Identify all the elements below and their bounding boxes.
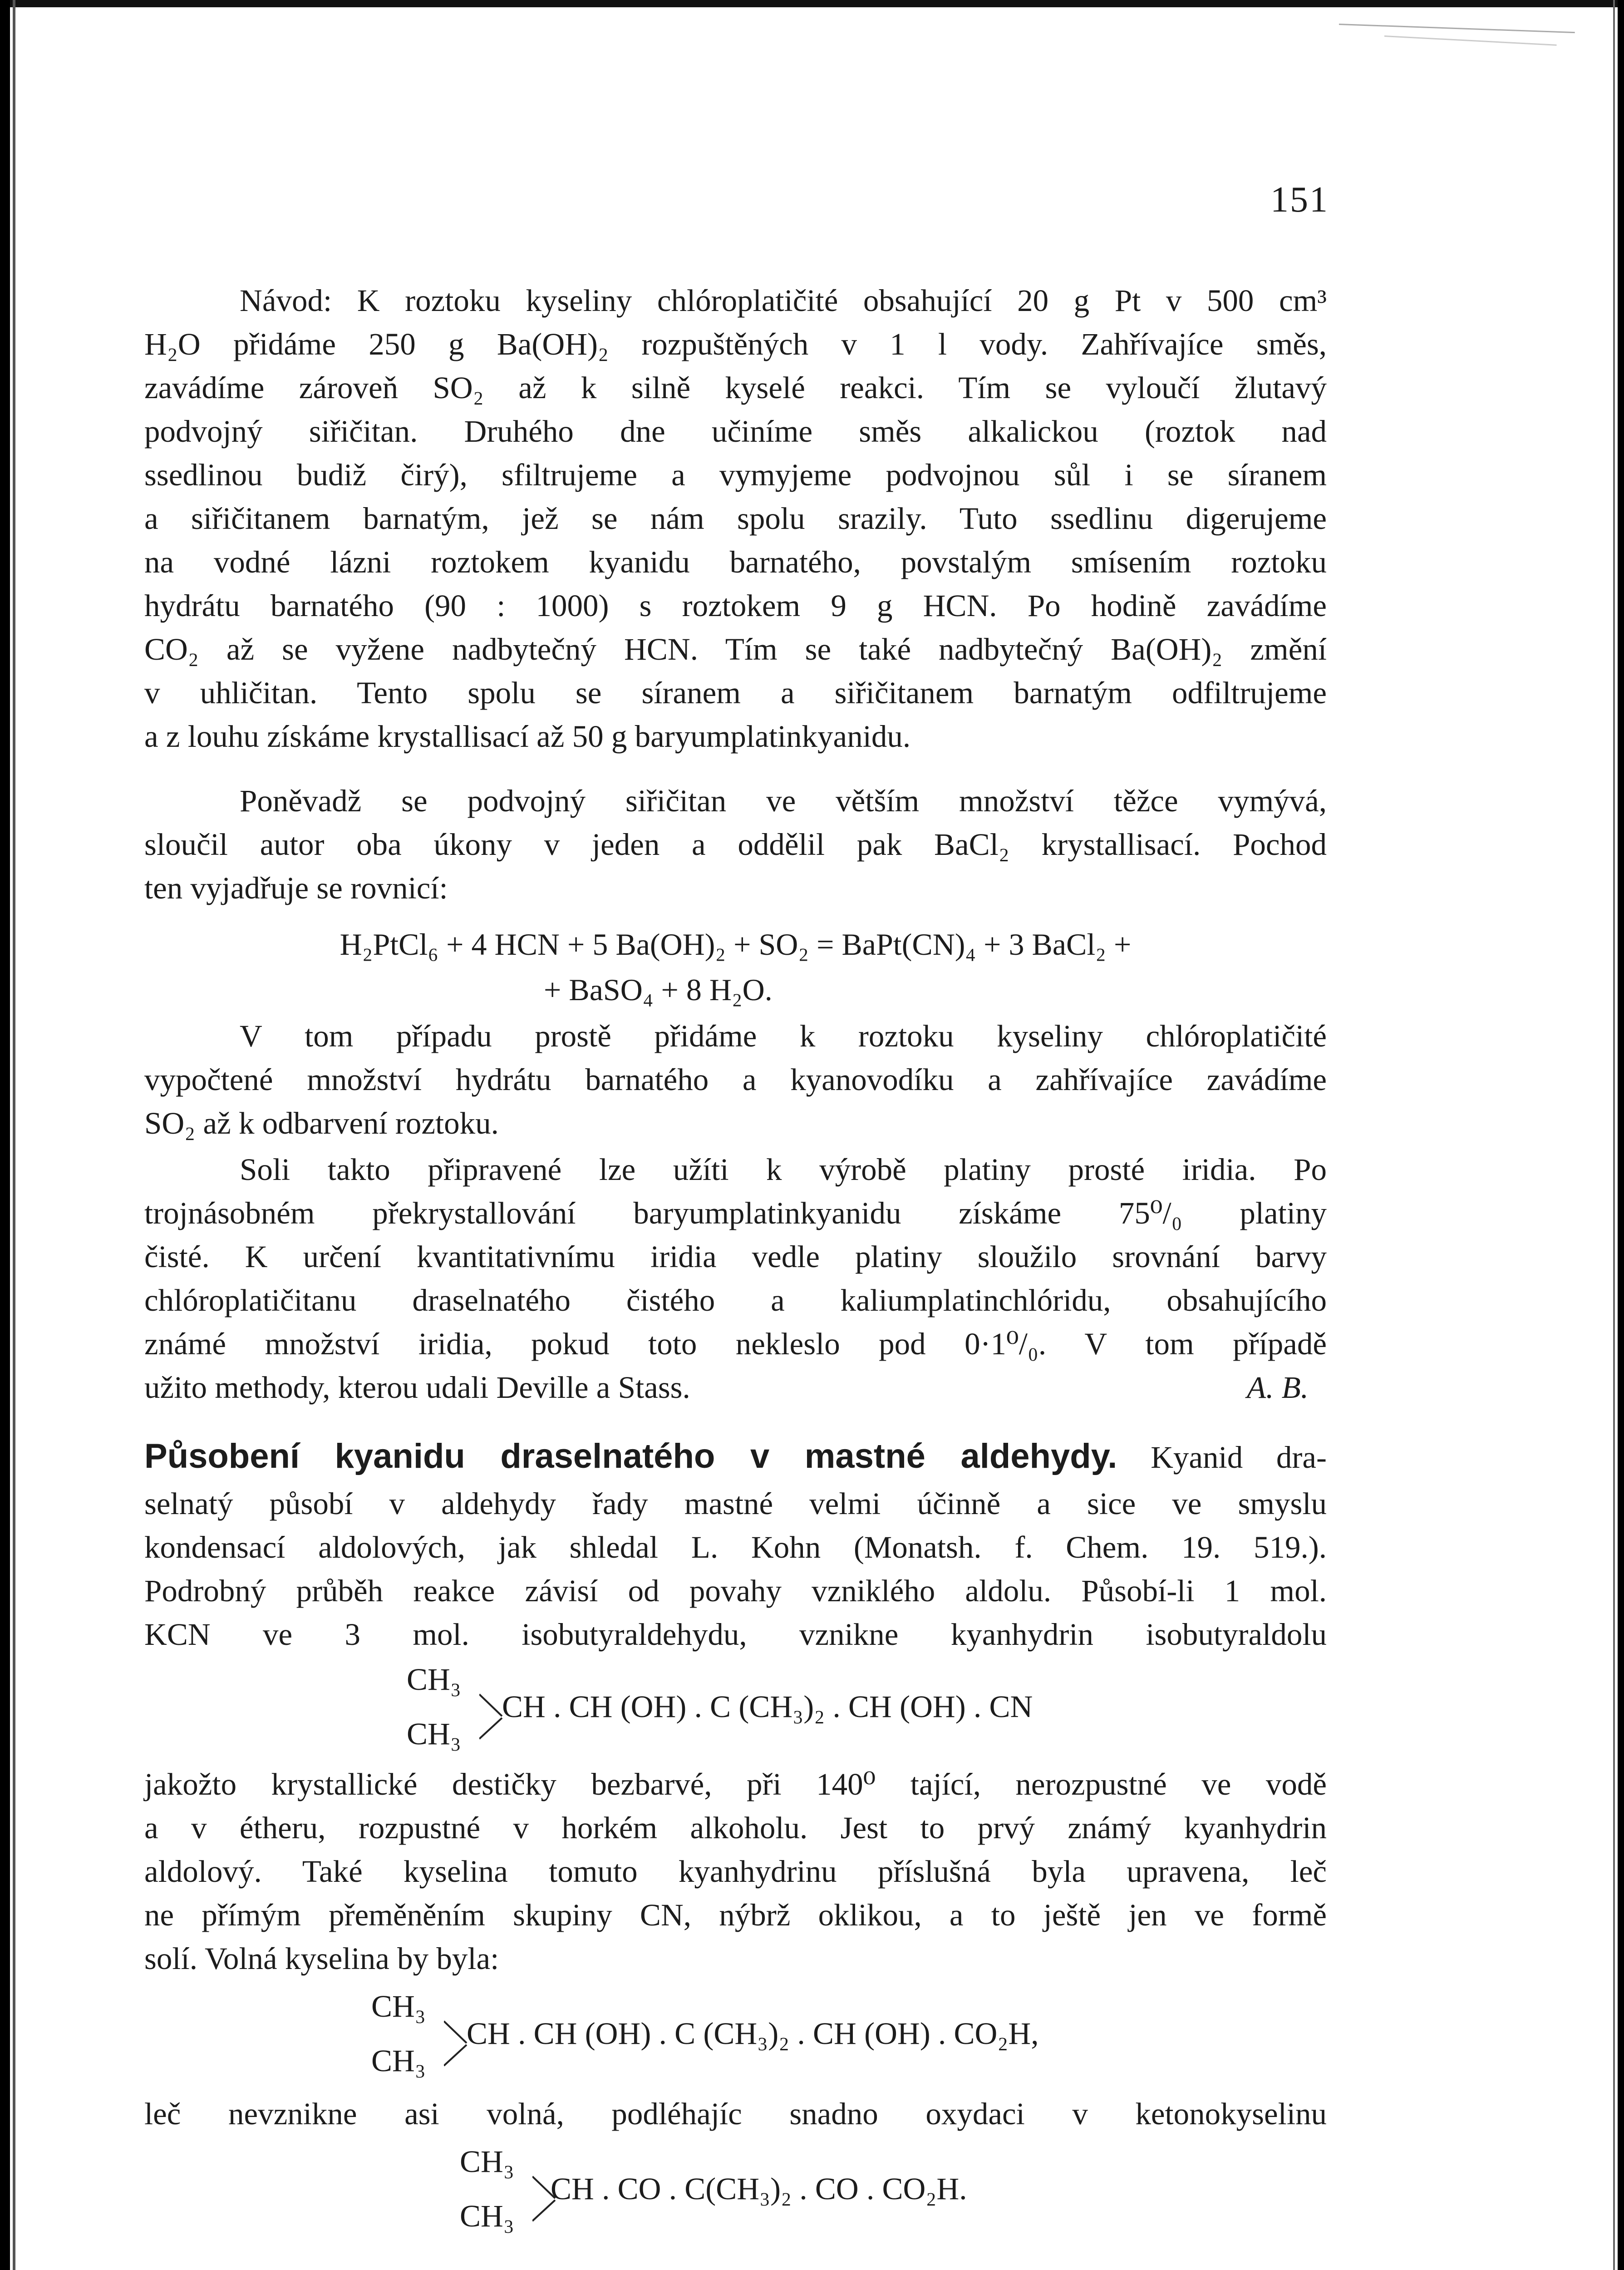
text-line: na vodné lázni roztokem kyanidu barnatého, povstalým smísením roztoku [144,545,1327,579]
paragraph-navod-line [144,670,1327,716]
text-line: kondensací aldolových, jak shledal L. Kohn (Monatsh. f. Chem. 19. 519.). [144,1530,1327,1564]
text-line: CO₂ až se vyžene nadbytečný HCN. Tím se také nadbytečný Ba(OH)₂ změní [144,632,1327,666]
formula-chain: CH . CO . C(CH₃)₂ . CO . CO₂H. [551,2171,967,2206]
text-line: selnatý působí v aldehydy řady mastné velmi účinně a sice ve smyslu [144,1486,1327,1521]
text-line: Návod: K roztoku kyseliny chlóroplatičité obsahující 20 g Pt v 500 cm³ [240,283,1327,318]
section-heading: Působení kyanidu draselnatého v mastné aldehydy. [144,1437,1117,1476]
paragraph-navod-line [144,278,1327,323]
scan-edge-left [0,0,10,2270]
formula-methyl-top: CH₃ [371,1989,426,2023]
paragraph-jakozto-line [144,1936,1327,1981]
text-line: Poněvadž se podvojný siřičitan ve větším množství těžce vymývá, [240,784,1327,818]
text-line: a siřičitanem barnatým, jež se nám spolu srazily. Tuto ssedlinu digerujeme [144,501,1327,536]
scan-scratch [1384,35,1557,46]
scan-edge-top [0,0,1624,7]
paragraph-jakozto-line [144,1762,1327,1807]
text-line: ne přímým přeměněním skupiny CN, nýbrž oklikou, a to ještě jen ve formě [144,1898,1327,1932]
paragraph-navod-line [144,452,1327,498]
paragraph-navod-line [144,583,1327,628]
formula-methyl-top: CH₃ [460,2144,514,2179]
equation-line [144,922,1327,967]
paragraph-ponevadz-line [144,778,1327,824]
paragraph-navod-line [144,409,1327,454]
text-line: solí. Volná kyselina by byla: [144,1941,499,1976]
scan-scratch [1339,24,1575,33]
signature: A. B. [1246,1370,1309,1405]
scan-edge-right [1618,0,1624,2270]
text-line: Podrobný průběh reakce závisí od povahy vzniklého aldolu. Působí-li 1 mol. [144,1574,1327,1608]
equation-text: H₂PtCl₆ + 4 HCN + 5 Ba(OH)₂ + SO₂ = BaPt(CN)₄ + 3 BaCl₂ + [340,927,1132,962]
text-line: trojnásobném překrystallování baryumplatinkyanidu získáme 75⁰/₀ platiny [144,1196,1327,1230]
equation-text: + BaSO₄ + 8 H₂O. [544,972,773,1007]
text-line: chlóroplatičitanu draselnatého čistého a kaliumplatinchlóridu, obsahujícího [144,1283,1327,1318]
text-line: ten vyjadřuje se rovnicí: [144,871,448,905]
paragraph-kyanid-line [144,1568,1327,1614]
text-line: SO₂ až k odbarvení roztoku. [144,1106,499,1140]
text-line: a v étheru, rozpustné v horkém alkoholu. Jest to prvý známý kyanhydrin [144,1811,1327,1845]
paragraph-navod-line [144,365,1327,410]
text-line: sloučil autor oba úkony v jeden a oddělil pak BaCl₂ krystallisací. Pochod [144,827,1327,862]
text-line: KCN ve 3 mol. isobutyraldehydu, vznikne kyanhydrin isobutyraldolu [144,1617,1327,1652]
paragraph-soli-line [144,1190,1327,1236]
formula-methyl-bottom: CH₃ [407,1717,461,1751]
paragraph-soli-line [144,1365,1327,1410]
paragraph-kyanid-line [144,1525,1327,1570]
text-line: a z louhu získáme krystallisací až 50 g baryumplatinkyanidu. [144,719,911,754]
paragraph-soli-line [144,1234,1327,1279]
text-line: V tom případu prostě přidáme k roztoku kyseliny chlóroplatičité [240,1019,1327,1053]
paragraph-jakozto-line [144,1892,1327,1938]
text-line: Kyanid dra- [1151,1440,1327,1475]
text-line: známé množství iridia, pokud toto nekleslo pod 0·1⁰/₀. V tom případě [144,1327,1327,1361]
formula-methyl-top: CH₃ [407,1662,461,1697]
formula-chain: CH . CH (OH) . C (CH₃)₂ . CH (OH) . CO₂H, [467,2016,1039,2051]
text-line: aldolový. Také kyselina tomuto kyanhydrinu příslušná byla upravena, leč [144,1854,1327,1889]
paragraph-navod-line [144,496,1327,541]
paragraph-v-tom-line [144,1100,1327,1146]
text-line: podvojný siřičitan. Druhého dne učiníme směs alkalickou (roztok nad [144,414,1327,449]
text-line: vypočtené množství hydrátu barnatého a kyanovodíku a zahřívajíce zavádíme [144,1062,1327,1097]
text-line: Soli takto připravené lze užíti k výrobě platiny prosté iridia. Po [240,1152,1327,1187]
paragraph-navod-line [144,539,1327,585]
paragraph-kyanid-line [144,1481,1327,1526]
formula-methyl-bottom: CH₃ [460,2199,514,2233]
paragraph-soli-line [144,1147,1327,1192]
text-line: jakožto krystallické destičky bezbarvé, při 140⁰ tající, nerozpustné ve vodě [144,1767,1327,1801]
paragraph-v-tom-line [144,1013,1327,1059]
text-line: leč nevznikne asi volná, podléhajíc snadno oxydaci v ketonokyselinu [144,2097,1327,2131]
text-line: v uhličitan. Tento spolu se síranem a siřičitanem barnatým odfiltrujeme [144,676,1327,710]
paragraph-jakozto-line [144,1805,1327,1851]
text-line: ssedlinou budiž čirý), sfiltrujeme a vymyjeme podvojnou sůl i se síranem [144,458,1327,492]
paragraph-soli-line [144,1278,1327,1323]
text-line: čisté. K určení kvantitativnímu iridia vedle platiny sloužilo srovnání barvy [144,1239,1327,1274]
text-line: hydrátu barnatého (90 : 1000) s roztokem 9 g HCN. Po hodině zavádíme [144,588,1327,623]
scan-edge-inner-right [1613,0,1615,2270]
formula-methyl-bottom: CH₃ [371,2043,426,2078]
paragraph-ponevadz-line [144,822,1327,867]
text-line: H₂O přidáme 250 g Ba(OH)₂ rozpuštěných v 1 l vody. Zahřívajíce směs, [144,327,1327,361]
paragraph-navod-line [144,627,1327,672]
paragraph-v-tom-line [144,1057,1327,1102]
paragraph-navod-line [144,714,1327,759]
formula-chain: CH . CH (OH) . C (CH₃)₂ . CH (OH) . CN [502,1689,1033,1724]
page-number: 151 [1270,180,1329,220]
text-line: užito methody, kterou udali Deville a Stass. [144,1370,690,1405]
scan-edge-inner [13,0,15,2270]
paragraph-soli-line [144,1321,1327,1367]
section-heading-line [144,1434,1327,1479]
paragraph-navod-line [144,321,1327,367]
text-line: zavádíme zároveň SO₂ až k silně kyselé reakci. Tím se vyloučí žlutavý [144,370,1327,405]
paragraph-jakozto-line [144,1849,1327,1894]
paragraph-ponevadz-line [144,865,1327,911]
equation-line [144,967,1327,1012]
paragraph-kyanid-line [144,1612,1327,1657]
paragraph-lec-line [144,2091,1327,2137]
